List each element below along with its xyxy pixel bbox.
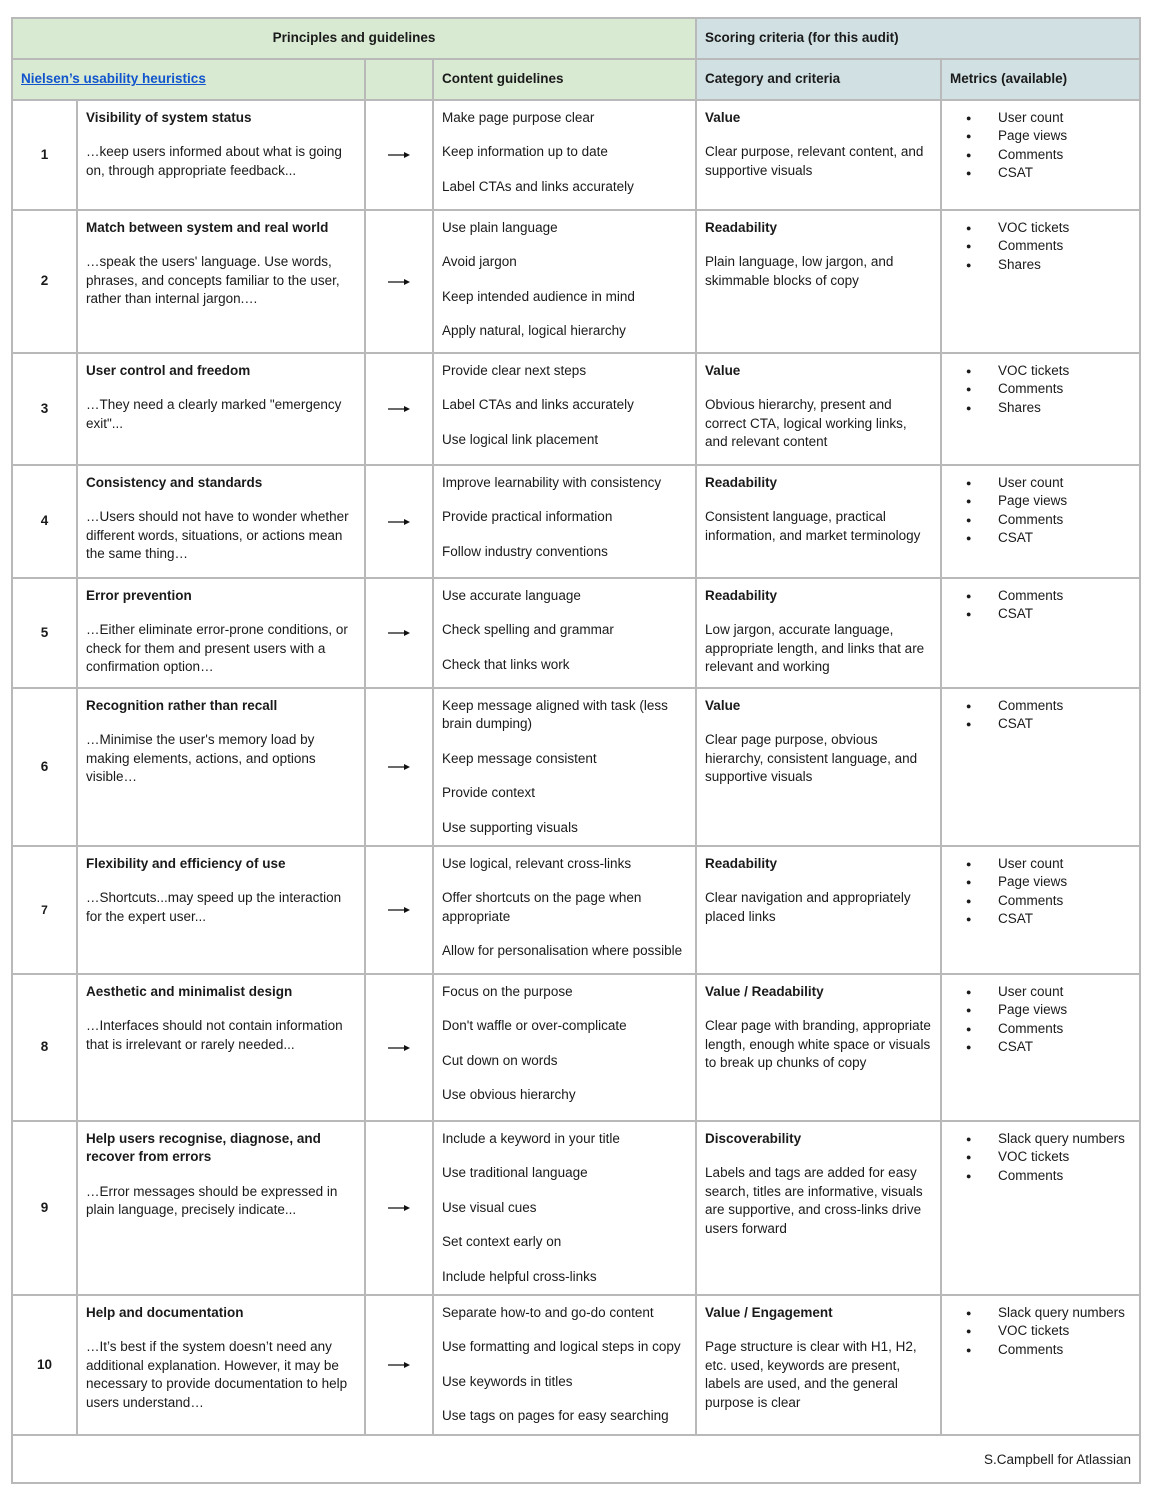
guideline-item: Don't waffle or over-complicate: [442, 1018, 627, 1034]
arrow-cell: [365, 353, 433, 465]
heuristic-quote: …keep users informed about what is going on, through appropriate feedback...: [86, 144, 342, 178]
heuristic-number: 7: [12, 846, 77, 974]
metric-item: ● CSAT: [950, 605, 1131, 623]
metrics-list: [950, 587, 1131, 624]
heuristic-quote: …speak the users' language. Use words, phrases, and concepts familiar to the user, rather than internal jargon.…: [86, 254, 340, 307]
right-arrow-icon: [387, 518, 411, 526]
heuristic-row: [12, 846, 1140, 974]
guideline-item: Use keywords in titles: [442, 1373, 573, 1389]
spacer: [86, 1322, 356, 1338]
heuristic-row: [12, 100, 1140, 210]
arrow-cell: [365, 846, 433, 974]
metric-item: ● CSAT: [950, 1038, 1131, 1056]
heuristics-header: [12, 59, 365, 100]
metrics-list: [950, 1130, 1131, 1185]
metric-item: ● Comments: [950, 146, 1131, 164]
heuristic-number: 5: [12, 578, 77, 688]
header-row-sub: [12, 59, 1140, 100]
guidelines-cell: [433, 974, 696, 1121]
spacer: [86, 1001, 356, 1017]
metrics-cell: [941, 1295, 1140, 1435]
metric-item: ● Comments: [950, 1020, 1131, 1038]
guideline-item: Check that links work: [442, 656, 570, 672]
heuristic-row: [12, 1295, 1140, 1435]
header-row-top: [12, 18, 1140, 59]
criteria-cell: [696, 353, 941, 465]
heuristic-cell: [77, 578, 365, 688]
arrow-cell: [365, 100, 433, 210]
guideline-item: Label CTAs and links accurately: [442, 178, 634, 194]
heuristics-audit-table: [11, 17, 1141, 1484]
heuristic-cell: [77, 688, 365, 846]
metric-item: ● Slack query numbers: [950, 1304, 1131, 1322]
guideline-item: Keep message consistent: [442, 750, 597, 766]
heuristic-cell: [77, 1295, 365, 1435]
arrow-header: [365, 59, 433, 100]
guideline-item: Apply natural, logical hierarchy: [442, 323, 626, 339]
guideline-item: Include a keyword in your title: [442, 1131, 620, 1147]
spacer: [86, 492, 356, 508]
metric-item: ● Comments: [950, 380, 1131, 398]
heuristic-title: Flexibility and efficiency of use: [86, 856, 286, 872]
spacer: [86, 380, 356, 396]
metrics-cell: [941, 353, 1140, 465]
heuristic-title: Consistency and standards: [86, 475, 263, 490]
metrics-list: [950, 219, 1131, 274]
metric-item: ● Page views: [950, 127, 1131, 145]
criteria-cell: [696, 846, 941, 974]
arrow-cell: [365, 1295, 433, 1435]
heuristic-quote: …Shortcuts...may speed up the interaction for the expert user...: [86, 890, 342, 924]
guideline-item: Allow for personalisation where possible: [442, 943, 683, 959]
heuristic-quote: …They need a clearly marked "emergency exit"...: [86, 397, 342, 431]
guideline-item: Improve learnability with consistency: [442, 475, 662, 490]
spacer: [705, 380, 932, 396]
heuristic-title: Help and documentation: [86, 1305, 244, 1321]
heuristic-title: Error prevention: [86, 588, 192, 603]
criteria-text: Clear navigation and appropriately placed links: [705, 890, 911, 924]
heuristic-number: 10: [12, 1295, 77, 1435]
heuristic-row: [12, 688, 1140, 846]
metric-item: ● Comments: [950, 237, 1131, 255]
guideline-item: Use plain language: [442, 220, 558, 235]
metric-item: ● Slack query numbers: [950, 1130, 1131, 1148]
category-label: Discoverability: [705, 1131, 802, 1147]
heuristic-cell: [77, 210, 365, 353]
metric-item: ● CSAT: [950, 529, 1131, 547]
guidelines-cell: [433, 578, 696, 688]
metric-item: ● CSAT: [950, 164, 1131, 182]
guidelines-cell: [433, 1121, 696, 1295]
metrics-list: [950, 697, 1131, 734]
heuristic-number: 4: [12, 465, 77, 578]
metric-item: ● Page views: [950, 1001, 1131, 1019]
guidelines-cell: [433, 100, 696, 210]
principles-header: Principles and guidelines: [12, 18, 696, 59]
metric-item: ● Comments: [950, 697, 1131, 715]
criteria-text: Consistent language, practical information, and market terminology: [705, 509, 921, 543]
heuristic-cell: [77, 1121, 365, 1295]
heuristic-number: 3: [12, 353, 77, 465]
heuristic-title: Visibility of system status: [86, 110, 252, 125]
heuristic-cell: [77, 353, 365, 465]
guideline-item: Cut down on words: [442, 1052, 558, 1068]
heuristic-number: 8: [12, 974, 77, 1121]
metric-item: ● VOC tickets: [950, 1148, 1131, 1166]
guidelines-cell: [433, 688, 696, 846]
scoring-header: Scoring criteria (for this audit): [696, 18, 1140, 59]
heuristic-title: Help users recognise, diagnose, and recover from errors: [86, 1131, 321, 1165]
criteria-text: Low jargon, accurate language, appropriate length, and links that are relevant and working: [705, 622, 925, 675]
spacer: [705, 1322, 932, 1338]
category-label: Readability: [705, 220, 778, 235]
guideline-item: Use formatting and logical steps in copy: [442, 1339, 681, 1355]
content-guidelines-header: Content guidelines: [433, 59, 696, 100]
spacer: [86, 1167, 356, 1183]
guideline-item: Provide practical information: [442, 509, 613, 525]
spacer: [705, 873, 932, 889]
metric-item: ● Comments: [950, 1341, 1131, 1359]
guideline-item: Separate how-to and go-do content: [442, 1305, 654, 1321]
guideline-item: Provide clear next steps: [442, 363, 587, 378]
arrow-cell: [365, 1121, 433, 1295]
spacer: [705, 605, 932, 621]
metrics-list: [950, 1304, 1131, 1359]
guideline-item: Include helpful cross-links: [442, 1268, 597, 1284]
guideline-item: Keep intended audience in mind: [442, 288, 635, 304]
right-arrow-icon: [387, 629, 411, 637]
metric-item: ● User count: [950, 109, 1131, 127]
footer-row: [12, 1435, 1140, 1483]
arrow-cell: [365, 688, 433, 846]
metrics-cell: [941, 688, 1140, 846]
metrics-list: [950, 109, 1131, 183]
metrics-list: [950, 983, 1131, 1057]
metric-item: ● Comments: [950, 892, 1131, 910]
spacer: [705, 237, 932, 253]
category-label: Value / Readability: [705, 984, 824, 1000]
heuristic-row: [12, 465, 1140, 578]
metrics-list: [950, 362, 1131, 417]
guideline-item: Offer shortcuts on the page when appropriate: [442, 890, 642, 924]
category-label: Readability: [705, 856, 778, 872]
heuristic-quote: …Users should not have to wonder whether different words, situations, or actions mean the same thing…: [86, 509, 349, 562]
right-arrow-icon: [387, 1044, 411, 1052]
criteria-text: Clear page purpose, obvious hierarchy, consistent language, and supportive visuals: [705, 732, 918, 785]
heuristic-row: [12, 578, 1140, 688]
guideline-item: Use tags on pages for easy searching: [442, 1408, 669, 1424]
metrics-cell: [941, 100, 1140, 210]
right-arrow-icon: [387, 763, 411, 771]
guideline-item: Provide context: [442, 785, 536, 801]
metric-item: ● VOC tickets: [950, 1322, 1131, 1340]
category-label: Readability: [705, 475, 778, 490]
category-label: Readability: [705, 588, 778, 603]
metric-item: ● Comments: [950, 511, 1131, 529]
guideline-item: Use logical, relevant cross-links: [442, 856, 632, 872]
spacer: [86, 605, 356, 621]
heuristic-number: 6: [12, 688, 77, 846]
guideline-item: Follow industry conventions: [442, 543, 608, 559]
heuristic-cell: [77, 974, 365, 1121]
metrics-list: [950, 474, 1131, 548]
guideline-item: Focus on the purpose: [442, 984, 573, 1000]
spacer: [705, 1148, 932, 1164]
criteria-text: Clear page with branding, appropriate length, enough white space or visuals to break up chunks of copy: [705, 1018, 931, 1071]
heuristic-quote: …Interfaces should not contain information that is irrelevant or rarely needed...: [86, 1018, 343, 1052]
heuristic-title: Aesthetic and minimalist design: [86, 984, 293, 1000]
metrics-list: [950, 855, 1131, 929]
guidelines-cell: [433, 210, 696, 353]
heuristic-number: 9: [12, 1121, 77, 1295]
right-arrow-icon: [387, 1361, 411, 1369]
category-label: Value: [705, 698, 741, 713]
category-label: Value: [705, 110, 741, 125]
metric-item: ● User count: [950, 855, 1131, 873]
spacer: [86, 715, 356, 731]
attribution: S.Campbell for Atlassian: [12, 1435, 1140, 1483]
criteria-cell: [696, 1121, 941, 1295]
heuristic-number: 1: [12, 100, 77, 210]
spacer: [86, 127, 356, 143]
criteria-text: Clear purpose, relevant content, and supportive visuals: [705, 144, 924, 178]
metric-item: ● VOC tickets: [950, 219, 1131, 237]
metric-item: ● Shares: [950, 399, 1131, 417]
right-arrow-icon: [387, 1204, 411, 1212]
guidelines-cell: [433, 353, 696, 465]
guideline-item: Use supporting visuals: [442, 819, 578, 835]
right-arrow-icon: [387, 405, 411, 413]
criteria-text: Labels and tags are added for easy search, titles are informative, visuals are supportive, and cross-links drive users forward: [705, 1165, 923, 1236]
guideline-item: Use visual cues: [442, 1199, 537, 1215]
guidelines-cell: [433, 846, 696, 974]
spacer: [705, 127, 932, 143]
metric-item: ● Shares: [950, 256, 1131, 274]
guideline-item: Check spelling and grammar: [442, 622, 614, 638]
guideline-item: Make page purpose clear: [442, 110, 595, 125]
category-label: Value: [705, 363, 741, 378]
heuristic-cell: [77, 846, 365, 974]
heuristic-quote: …Either eliminate error-prone conditions, or check for them and present users with a confirmation option…: [86, 622, 348, 675]
metric-item: ● Comments: [950, 587, 1131, 605]
criteria-cell: [696, 974, 941, 1121]
metrics-header: Metrics (available): [941, 59, 1140, 100]
heuristic-quote: …Minimise the user's memory load by making elements, actions, and options visible…: [86, 732, 316, 785]
metrics-cell: [941, 210, 1140, 353]
guideline-item: Keep message aligned with task (less brain dumping): [442, 698, 668, 732]
arrow-cell: [365, 974, 433, 1121]
criteria-cell: [696, 688, 941, 846]
arrow-cell: [365, 465, 433, 578]
criteria-cell: [696, 1295, 941, 1435]
heuristic-row: [12, 974, 1140, 1121]
metrics-cell: [941, 974, 1140, 1121]
right-arrow-icon: [387, 151, 411, 159]
heuristic-quote: …It’s best if the system doesn’t need any additional explanation. However, it may be necessary to provide documentation to help users understand…: [86, 1339, 348, 1410]
arrow-cell: [365, 578, 433, 688]
metric-item: ● User count: [950, 983, 1131, 1001]
heuristic-row: [12, 353, 1140, 465]
metric-item: ● Comments: [950, 1167, 1131, 1185]
metric-item: ● User count: [950, 474, 1131, 492]
criteria-cell: [696, 465, 941, 578]
metric-item: ● Page views: [950, 873, 1131, 891]
criteria-cell: [696, 578, 941, 688]
spacer: [705, 492, 932, 508]
right-arrow-icon: [387, 278, 411, 286]
criteria-text: Page structure is clear with H1, H2, etc. used, keywords are present, labels are used, and the general purpose is clear: [705, 1339, 917, 1410]
metrics-cell: [941, 578, 1140, 688]
heuristic-title: User control and freedom: [86, 363, 251, 378]
category-label: Value / Engagement: [705, 1305, 833, 1321]
guideline-item: Use logical link placement: [442, 431, 599, 447]
criteria-cell: [696, 100, 941, 210]
guidelines-cell: [433, 465, 696, 578]
heuristic-title: Recognition rather than recall: [86, 698, 278, 713]
metric-item: ● Page views: [950, 492, 1131, 510]
metrics-cell: [941, 465, 1140, 578]
guideline-item: Label CTAs and links accurately: [442, 397, 634, 413]
guidelines-cell: [433, 1295, 696, 1435]
spacer: [705, 1001, 932, 1017]
spacer: [705, 715, 932, 731]
category-criteria-header: Category and criteria: [696, 59, 941, 100]
metrics-cell: [941, 1121, 1140, 1295]
metrics-cell: [941, 846, 1140, 974]
arrow-cell: [365, 210, 433, 353]
criteria-cell: [696, 210, 941, 353]
guideline-item: Set context early on: [442, 1234, 562, 1250]
heuristic-cell: [77, 465, 365, 578]
guideline-item: Use accurate language: [442, 588, 581, 603]
heuristic-number: 2: [12, 210, 77, 353]
heuristics-link[interactable]: Nielsen’s usability heuristics: [21, 71, 206, 87]
heuristic-quote: …Error messages should be expressed in plain language, precisely indicate...: [86, 1183, 338, 1218]
criteria-text: Obvious hierarchy, present and correct CTA, logical working links, and relevant content: [705, 397, 907, 450]
right-arrow-icon: [387, 906, 411, 914]
guideline-item: Use obvious hierarchy: [442, 1087, 576, 1103]
heuristic-row: [12, 210, 1140, 353]
spacer: [86, 873, 356, 889]
guideline-item: Use traditional language: [442, 1165, 588, 1181]
metric-item: ● VOC tickets: [950, 362, 1131, 380]
guideline-item: Avoid jargon: [442, 254, 517, 270]
heuristic-row: [12, 1121, 1140, 1295]
metric-item: ● CSAT: [950, 910, 1131, 928]
heuristic-title: Match between system and real world: [86, 220, 329, 235]
criteria-text: Plain language, low jargon, and skimmable blocks of copy: [705, 254, 894, 288]
metric-item: ● CSAT: [950, 715, 1131, 733]
spacer: [86, 237, 356, 253]
heuristic-cell: [77, 100, 365, 210]
guideline-item: Keep information up to date: [442, 144, 608, 160]
